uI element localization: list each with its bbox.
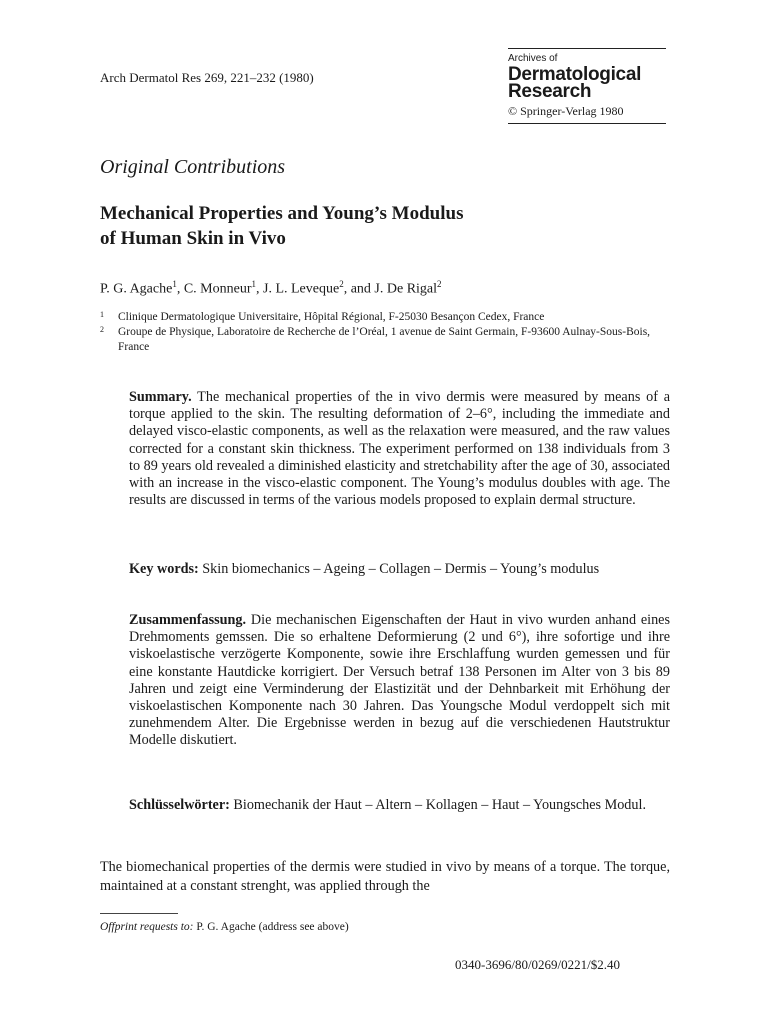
keywords-label: Key words: — [129, 561, 199, 577]
author-separator: , and — [343, 281, 375, 297]
author-affil-marker: 1 — [251, 279, 256, 289]
affiliation-number: 1 — [100, 310, 104, 319]
affiliation-number: 2 — [100, 325, 104, 334]
schluesselwoerter-paragraph — [129, 797, 670, 814]
journal-name-line2: Research — [508, 81, 592, 102]
summary-text: The mechanical properties of the in vivo dermis were measured by means of a torque applied to the skin. The resulting deformation of 2–6°, including the immediate and delayed visco-elastic components, as well as the relaxation were measured, and the raw values corrected for a constant skin thickness. The experiment performed on 138 individuals from 3 to 89 years old revealed a diminished elasticity and stretchability after the age of 30, associated with an increase in the visco-elastic component. The Young’s modulus doubles with age. The results are discussed in terms of the various models proposed to explain dermal structure. — [129, 389, 670, 509]
offprint-text: P. G. Agache (address see above) — [193, 921, 349, 933]
masthead-rule-top — [508, 48, 666, 49]
author-affil-marker: 2 — [339, 279, 344, 289]
masthead-rule-bottom — [508, 123, 666, 124]
affiliation-text: Clinique Dermatologique Universitaire, Hôpital Régional, F-25030 Besançon Cedex, France — [118, 311, 545, 323]
author-name: J. De Rigal — [374, 281, 438, 297]
title-line-1: Mechanical Properties and Young’s Modulus — [100, 203, 464, 224]
author-separator: , — [256, 281, 263, 297]
author-name: P. G. Agache — [100, 281, 173, 297]
author-separator: , — [176, 281, 184, 297]
journal-name-line1: Dermatological — [508, 64, 642, 85]
summary-paragraph — [129, 389, 670, 509]
author-affil-marker: 1 — [172, 279, 177, 289]
affiliation-item — [100, 310, 660, 325]
affiliation-text: Groupe de Physique, Laboratoire de Recherche de l’Oréal, 1 avenue de Saint Germain, F-93600 Aulnay-Sous-Bois, France — [118, 326, 651, 353]
keywords-text: Skin biomechanics – Ageing – Collagen – Dermis – Young’s modulus — [198, 561, 600, 577]
title-line-2: of Human Skin in Vivo — [100, 228, 286, 249]
article-title — [100, 201, 620, 251]
zusammenfassung-text: Die mechanischen Eigenschaften der Haut in vivo wurden anhand eines Drehmoments gemssen. Die so erhaltene Deformierung (2 und 6°), ihre sofortige und ihre viskoelastische verzögerte Komponente, sowie ihre Erschlaffung wurden gemessen und für eine konstante Hautdicke korrigiert. Der Versuch betraf 138 Personen im Alter von 3 bis 89 Jahren und zeigt eine Verminderung der Elastizität und der Dehnbarkeit mit Erhöhung der viskoelastischen Komponente nach 30 Jahren. Das Youngsche Modul verdoppelt sich mit zunehmendem Alter. Die Ergebnisse werden in bezug auf die verschiedenen Hautstruktur Modelle diskutiert. — [129, 612, 670, 749]
affiliation-item — [100, 325, 660, 355]
offprint-label: Offprint requests to: — [100, 921, 194, 933]
journal-prefix: Archives of — [508, 53, 558, 64]
affiliations — [100, 310, 660, 355]
section-title: Original Contributions — [100, 156, 286, 178]
citation: Arch Dermatol Res 269, 221–232 (1980) — [100, 70, 314, 85]
copyright: © Springer-Verlag 1980 — [508, 104, 624, 118]
body-paragraph: The biomechanical properties of the dermis were studied in vivo by means of a torque. The torque, maintained at a constant strenght, was applied through the — [100, 859, 670, 894]
journal-name — [508, 66, 666, 100]
authors — [100, 279, 442, 298]
author-name: C. Monneur — [183, 281, 252, 297]
journal-masthead — [508, 48, 666, 124]
schluesselwoerter-label: Schlüsselwörter: — [129, 797, 230, 813]
offprint-footnote — [100, 921, 349, 933]
author-affil-marker: 2 — [437, 279, 442, 289]
zusammenfassung-label: Zusammenfassung. — [129, 612, 247, 628]
summary-label: Summary. — [129, 389, 192, 405]
footnote-rule — [100, 913, 178, 914]
zusammenfassung-paragraph — [129, 612, 670, 750]
schluesselwoerter-text: Biomechanik der Haut – Altern – Kollagen – Haut – Youngsches Modul. — [229, 797, 646, 813]
keywords-paragraph — [129, 561, 670, 578]
article-code: 0340-3696/80/0269/0221/$2.40 — [455, 957, 621, 972]
author-name: J. L. Leveque — [263, 281, 340, 297]
